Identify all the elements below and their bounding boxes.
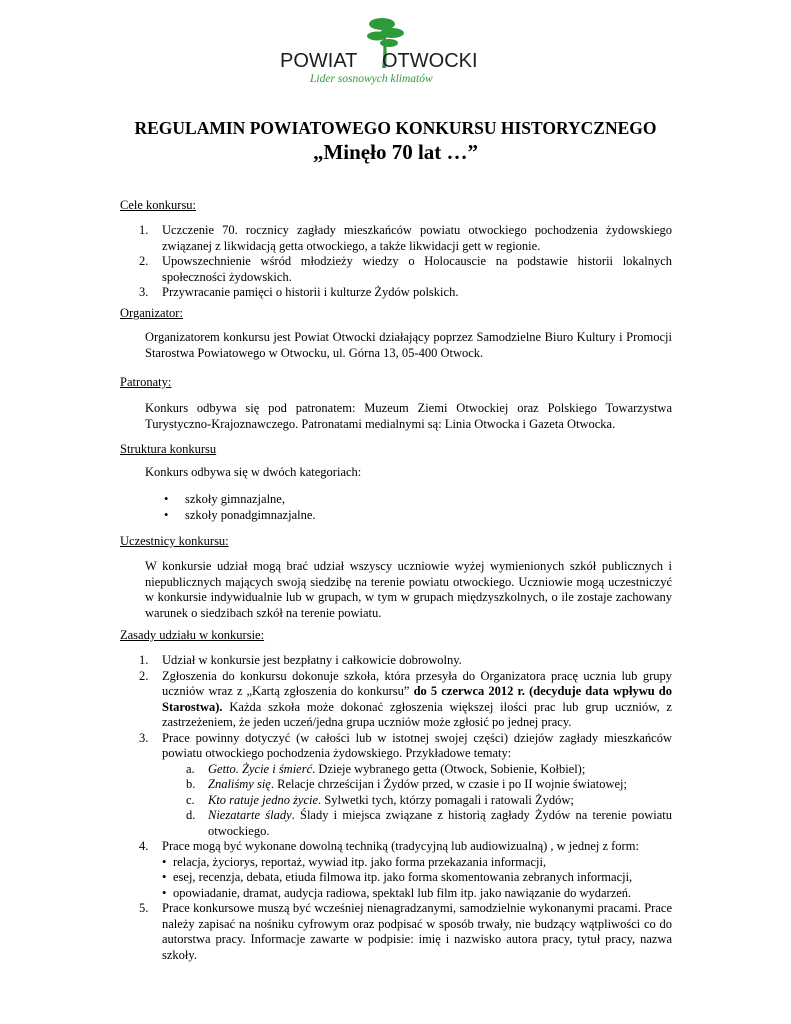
list-item: 5. Prace konkursowe muszą być wcześniej nienagradzanymi, samodzielnie wykonanymi pracami. Prace należy zapisać na nośniku cyfrowym oraz podpisać w sposób trwały, nie budzący wątpliwości co do autorstwa pracy. Informacje zawarte w podpisie: imię i nazwisko autora pracy, tytuł pracy, nazwa szkoły. [139,901,672,962]
list-item: 4. Prace mogą być wykonane dowolną techniką (tradycyjną lub audiowizualną) , w jednej z form: • relacja, życiorys, reportaż, wywiad itp. jako forma przekazania informacji, • esej, recenzja, debata, etiuda filmowa itp. jako forma skomentowania zebranych informacji, • opowiadanie, dramat, audycja radiowa, spektakl lub film itp. jako nawiązanie do wydarzeń. [162,839,672,901]
sub-item: • opowiadanie, dramat, audycja radiowa, spektakl lub film itp. jako nawiązanie do wydarzeń. [162,885,632,900]
struktura-intro: Konkurs odbywa się w dwóch kategoriach: [145,465,362,479]
struktura-list [164,492,672,523]
sub-item: b. Znaliśmy się. Relacje chrześcijan i Żydów przed, w czasie i po II wojnie światowej; [186,777,627,791]
section-header-zasady: Zasady udziału w konkursie: [120,628,265,642]
list-item: 2. Zgłoszenia do konkursu dokonuje szkoła, która przesyła do Organizatora pracę ucznia lub grupy uczniów wraz z „Kartą zgłoszenia do konkursu” do 5 czerwca 2012 r. (decyduje data wpływu do Starostwa). Każda szkoła może dokonać zgłoszenia większej ilości prac lub grup uczniów, z zastrzeżeniem, że jeden uczeń/jedna grupa uczniów może zgłosić po jednej pracy. [139,668,672,729]
sub-item: c. Kto ratuje jedno życie. Sylwetki tych, którzy pomagali i ratowali Żydów; [186,792,574,807]
list-item: 3. Przywracanie pamięci o historii i kulturze Żydów polskich. [139,285,459,299]
logo-tagline: Lider sosnowych klimatów [310,73,433,85]
section-header-struktura: Struktura konkursu [120,442,217,456]
patronaty-text: Konkurs odbywa się pod patronatem: Muzeum Ziemi Otwockiej oraz Polskiego Towarzystwa Turystyczno-Krajoznawczego. Patronatami medialnymi są: Linia Otwocka i Gazeta Otwocka. [145,401,672,431]
sub-item: a. Getto. Życie i śmierć. Dzieje wybranego getta (Otwock, Sobienie, Kołbiel); [186,761,586,776]
document-title: REGULAMIN POWIATOWEGO KONKURSU HISTORYCZNEGO [134,118,657,138]
organizator-text: Organizatorem konkursu jest Powiat Otwocki działający poprzez Samodzielne Biuro Kultury i Promocji Starostwa Powiatowego w Otwocku, ul. Górna 13, 05-400 Otwock. [145,330,672,360]
powiat-otwocki-logo [280,16,478,88]
section-header-cele: Cele konkursu: [120,198,197,212]
list-item: • szkoły ponadgimnazjalne. [164,507,316,522]
zasady-list [139,653,672,963]
sub-item: • esej, recenzja, debata, etiuda filmowa itp. jako forma skomentowania zebranych informacji, [162,870,633,884]
list-item: 2. Upowszechnienie wśród młodzieży wiedzy o Holocauscie na podstawie historii lokalnych społeczności żydowskich. [139,254,672,284]
list-item: • szkoły gimnazjalne, [164,492,285,506]
sub-item: • relacja, życiorys, reportaż, wywiad itp. jako forma przekazania informacji, [162,854,547,869]
section-header-uczestnicy: Uczestnicy konkursu: [120,534,229,548]
sub-item: d. Niezatarte ślady. Ślady i miejsca związane z historią zagłady Żydów na terenie powiatu otwockiego. [186,808,672,838]
logo-word-otwocki: OTWOCKI [382,50,478,72]
uczestnicy-text: W konkursie udział mogą brać udział wszyscy uczniowie wyżej wymienionych szkół publicznych i niepublicznych mających swoją siedzibę na terenie powiatu otwockiego. Uczniowie mogą uczestniczyć w konkursie indywidualnie lub w grupach, w tym w grupach międzyszkolnych, o ile zostaje zachowany warunek o siedzibach szkół na terenie powiatu. [145,559,672,620]
cele-list [139,223,672,301]
section-header-organizator: Organizator: [120,306,183,320]
section-header-patronaty: Patronaty: [120,375,172,389]
document-subtitle: „Minęło 70 lat …” [312,140,479,164]
list-item: 3. Prace powinny dotyczyć (w całości lub w istotnej swojej części) dziejów zagłady mieszkańców powiatu otwockiego pochodzenia żydowskiego. Przykładowe tematy: a. Getto. Życie i śmierć. Dzieje wybranego getta (Otwock, Sobienie, Kołbiel); b. Znaliśmy się. Relacje chrześcijan i Żydów przed, w czasie i po II wojnie światowej; c. Kto ratuje jedno życie. Sylwetki tych, którzy pomagali i ratowali Żydów; d. Niezatarte ślady. Ślady i miejsca związane z historią zagłady Żydów na terenie powiatu otwockiego. [139,730,672,838]
list-item: 1. Udział w konkursie jest bezpłatny i całkowicie dobrowolny. [139,653,462,667]
list-item: 1. Uczczenie 70. rocznicy zagłady mieszkańców powiatu otwockiego pochodzenia żydowskiego związanej z likwidacją getta otwockiego, a także likwidacji gett w regionie. [139,223,672,253]
logo-word-powiat: POWIAT [280,50,358,72]
